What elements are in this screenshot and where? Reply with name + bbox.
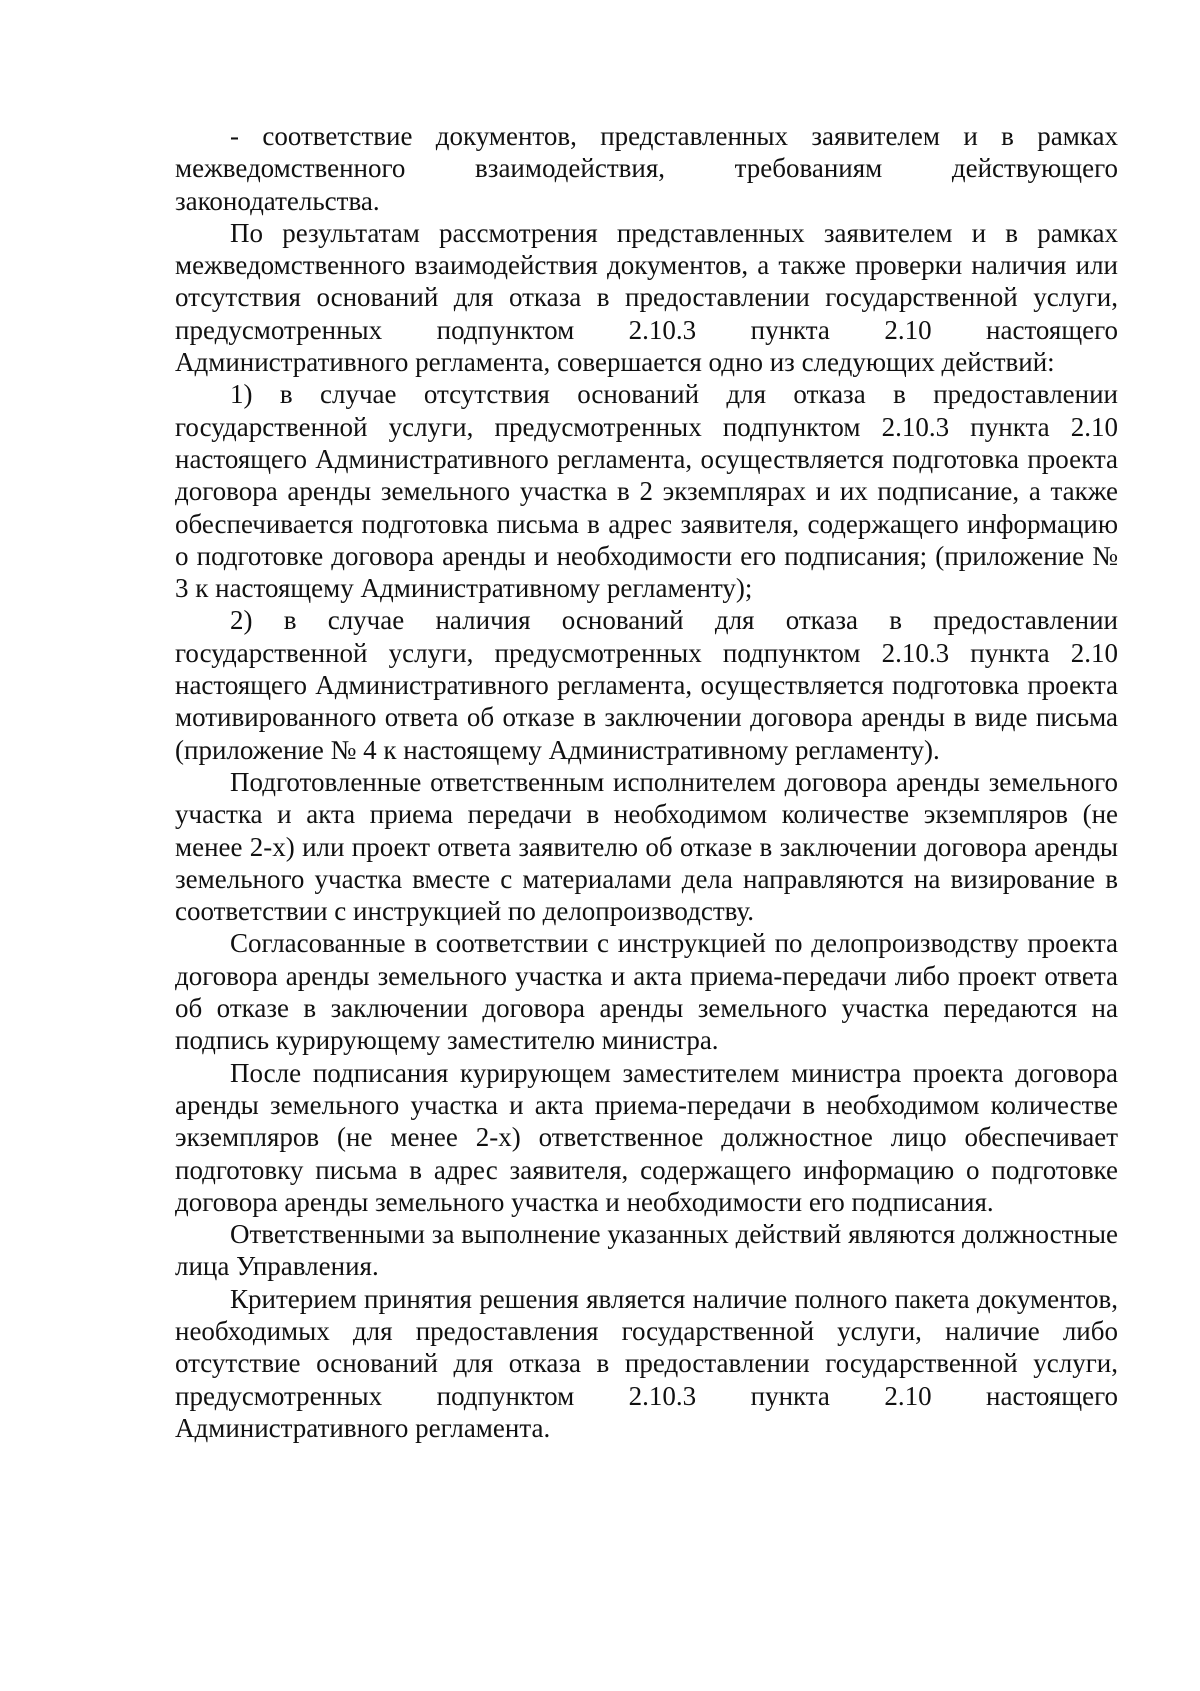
paragraph-compliance-check: - соответствие документов, представленных заявителем и в рамках межведомственного взаимодействия, требованиям действующего законодательства. bbox=[175, 121, 1118, 216]
paragraph-prepared-documents: Подготовленные ответственным исполнителем договора аренды земельного участка и акта приема передачи в необходимом количестве экземпляров (не менее 2-х) или проект ответа заявителю об отказе в заключении договора аренды земельного участка вместе с материалами дела направляются на визирование в соответствии с инструкцией по делопроизводству. bbox=[175, 766, 1118, 927]
paragraph-review-results: По результатам рассмотрения представленных заявителем и в рамках межведомственного взаимодействия документов, а также проверки наличия или отсутствия оснований для отказа в предоставлении государственной услуги, предусмотренных подпунктом 2.10.3 пункта 2.10 настоящего Административного регламента, совершается одно из следующих действий: bbox=[175, 217, 1118, 378]
document-page bbox=[175, 120, 1118, 1444]
paragraph-after-signing: После подписания курирующем заместителем министра проекта договора аренды земельного участка и акта приема-передачи в необходимом количестве экземпляров (не менее 2-х) ответственное должностное лицо обеспечивает подготовку письма в адрес заявителя, содержащего информацию о подготовке договора аренды земельного участка и необходимости его подписания. bbox=[175, 1057, 1118, 1217]
paragraph-action-1: 1) в случае отсутствия оснований для отказа в предоставлении государственной услуги, предусмотренных подпунктом 2.10.3 пункта 2.10 настоящего Административного регламента, осуществляется подготовка проекта договора аренды земельного участка в 2 экземплярах и их подписание, а также обеспечивается подготовка письма в адрес заявителя, содержащего информацию о подготовке договора аренды и необходимости его подписания; (приложение № 3 к настоящему Административному регламенту); bbox=[175, 379, 1118, 604]
paragraph-agreed-projects: Согласованные в соответствии с инструкцией по делопроизводству проекта договора аренды земельного участка и акта приема-передачи либо проект ответа об отказе в заключении договора аренды земельного участка передаются на подпись курирующему заместителю министра. bbox=[175, 928, 1118, 1056]
paragraph-decision-criterion: Критерием принятия решения является наличие полного пакета документов, необходимых для предоставления государственной услуги, наличие либо отсутствие оснований для отказа в предоставлении государственной услуги, предусмотренных подпунктом 2.10.3 пункта 2.10 настоящего Административного регламента. bbox=[175, 1283, 1118, 1443]
paragraph-action-2: 2) в случае наличия оснований для отказа в предоставлении государственной услуги, предусмотренных подпунктом 2.10.3 пункта 2.10 настоящего Административного регламента, осуществляется подготовка проекта мотивированного ответа об отказе в заключении договора аренды в виде письма (приложение № 4 к настоящему Административному регламенту). bbox=[175, 605, 1118, 765]
paragraph-responsible-officials: Ответственными за выполнение указанных действий являются должностные лица Управления. bbox=[175, 1219, 1118, 1282]
